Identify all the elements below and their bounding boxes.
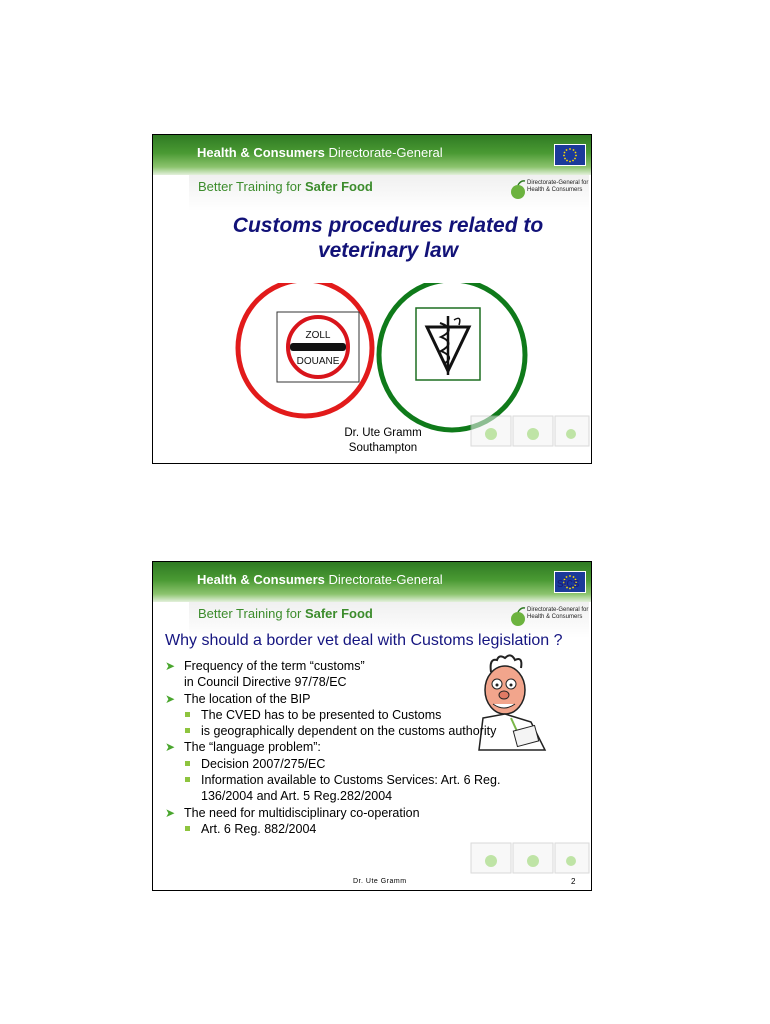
decorative-thumbnails xyxy=(467,410,591,450)
sign-bottom-text: DOUANE xyxy=(296,356,340,367)
bullet-list xyxy=(165,658,591,837)
veterinary-caduceus-icon xyxy=(416,308,480,380)
header-band xyxy=(153,135,591,175)
sub-bullet-item: Information available to Customs Services: Art. 6 Reg. xyxy=(165,772,591,788)
page-number: 2 xyxy=(571,877,576,886)
author-location: Southampton xyxy=(348,442,418,454)
author-name: Dr. Ute Gramm xyxy=(344,427,422,439)
slide-footer: Dr. Ute Gramm xyxy=(353,878,407,885)
sub-bullet-item: Decision 2007/275/EC xyxy=(165,756,591,772)
sign-top-text: ZOLL xyxy=(305,330,331,341)
apple-logo-icon xyxy=(509,605,529,629)
bullet-item: ➤ Frequency of the term “customs” xyxy=(165,659,365,673)
customs-sign-icon xyxy=(277,312,359,382)
header-band xyxy=(153,562,591,602)
org-title: Health & Consumers Directorate-General xyxy=(197,572,443,587)
dg-logo-text: Directorate-General for Health & Consumers xyxy=(527,607,589,620)
eu-flag-icon xyxy=(554,144,586,166)
apple-logo-icon xyxy=(509,178,529,202)
decorative-thumbnails xyxy=(467,837,591,877)
bullet-item: ➤ The location of the BIP xyxy=(165,691,311,706)
dg-logo-text: Directorate-General for Health & Consumers xyxy=(527,180,589,193)
bullet-item-continuation: in Council Directive 97/78/EC xyxy=(184,675,347,690)
bullet-item: ➤ The “language problem”: xyxy=(165,740,321,755)
overlay-text: sics xyxy=(557,575,580,590)
slide-2 xyxy=(152,561,592,891)
sub-bullet-item: is geographically dependent on the customs authority xyxy=(165,723,591,739)
org-title: Health & Consumers Directorate-General xyxy=(197,145,443,160)
sub-bullet-item: Art. 6 Reg. 882/2004 xyxy=(165,821,591,837)
slide-heading: Why should a border vet deal with Customs legislation ? xyxy=(165,632,563,649)
bullet-item-continuation: 136/2004 and Art. 5 Reg.282/2004 xyxy=(201,789,393,804)
bullet-item: ➤ The need for multidisciplinary co-operation xyxy=(165,805,420,820)
slide-title: Customs procedures related to veterinary law xyxy=(232,214,544,262)
slide-1 xyxy=(152,134,592,464)
sub-bullet-item: The CVED has to be presented to Customs xyxy=(165,707,591,723)
programme-title: Better Training for Safer Food xyxy=(198,606,373,621)
author-block xyxy=(303,426,463,456)
programme-title: Better Training for Safer Food xyxy=(198,179,373,194)
